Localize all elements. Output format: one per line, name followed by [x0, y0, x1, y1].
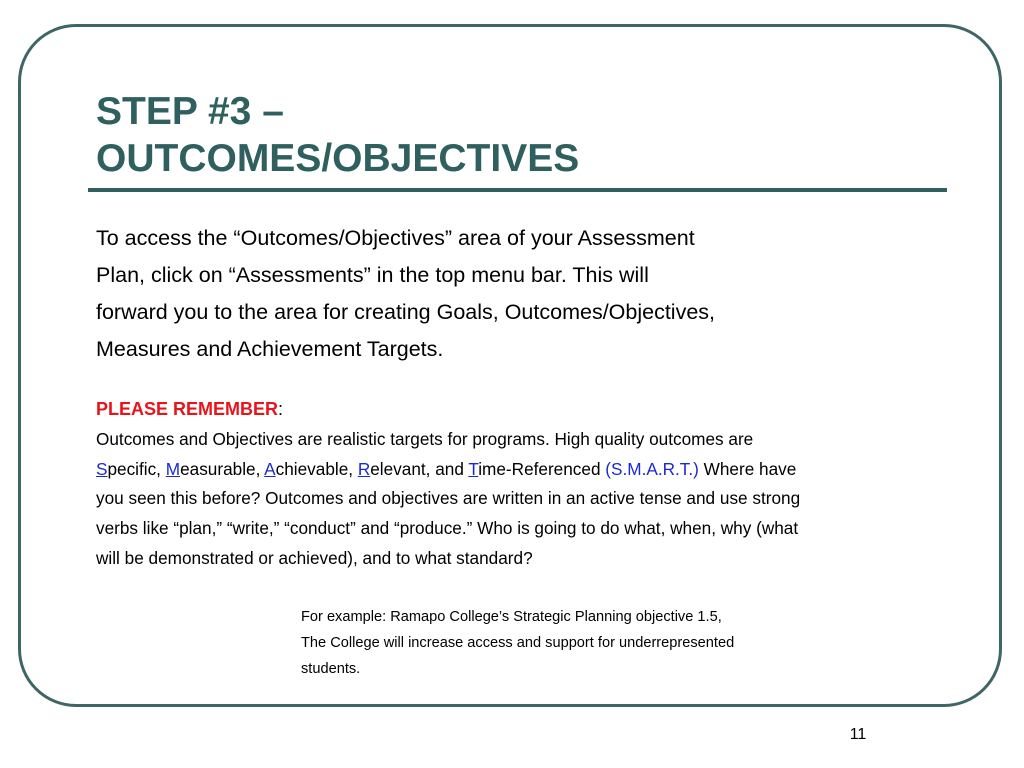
smart-letter-a: A [264, 458, 276, 479]
slide-title-line-2: OUTCOMES/OBJECTIVES [96, 137, 580, 180]
intro-line: Measures and Achievement Targets. [96, 337, 444, 361]
intro-line: Plan, click on “Assessments” in the top menu bar. This will [96, 263, 649, 287]
intro-line: To access the “Outcomes/Objectives” area of your Assessment [96, 226, 695, 250]
title-divider [88, 188, 947, 192]
example-line: students. [301, 661, 361, 677]
reminder-heading-text: PLEASE REMEMBER [96, 399, 279, 419]
slide-title-line-1: STEP #3 – [96, 90, 284, 133]
body-line: verbs like “plan,” “write,” “conduct” and “produce.” Who is going to do what, when, why (what [96, 517, 799, 538]
intro-line: forward you to the area for creating Goals, Outcomes/Objectives, [96, 300, 716, 324]
intro-paragraph [96, 220, 856, 368]
smart-word-rest: easurable, [180, 458, 265, 479]
example-line: The College will increase access and support for underrepresented [301, 635, 735, 651]
body-line: you seen this before? Outcomes and objectives are written in an active tense and use strong [96, 488, 801, 508]
smart-word-rest: elevant, and [370, 458, 469, 479]
smart-letter-s: S [96, 458, 108, 479]
example-line: For example: Ramapo College’s Strategic Planning objective 1.5, [301, 609, 722, 625]
smart-line [96, 455, 926, 485]
page-number: 11 [849, 726, 867, 743]
smart-word-rest: pecific, [107, 458, 166, 479]
reminder-heading-colon: : [278, 399, 284, 419]
smart-acronym: (S.M.A.R.T.) [605, 458, 699, 479]
smart-word-rest: ime-Referenced [478, 458, 606, 479]
smart-letter-t: T [468, 458, 479, 479]
smart-line-tail: Where have [698, 458, 797, 479]
smart-word-rest: chievable, [275, 458, 358, 479]
smart-letter-m: M [165, 458, 181, 479]
reminder-body [96, 425, 926, 574]
smart-letter-r: R [357, 458, 371, 479]
body-line: Outcomes and Objectives are realistic targets for programs. High quality outcomes are [96, 429, 754, 449]
body-line: will be demonstrated or achieved), and to what standard? [96, 548, 533, 568]
slide-title [96, 88, 579, 182]
reminder-heading [96, 396, 283, 422]
example-block [301, 604, 861, 682]
